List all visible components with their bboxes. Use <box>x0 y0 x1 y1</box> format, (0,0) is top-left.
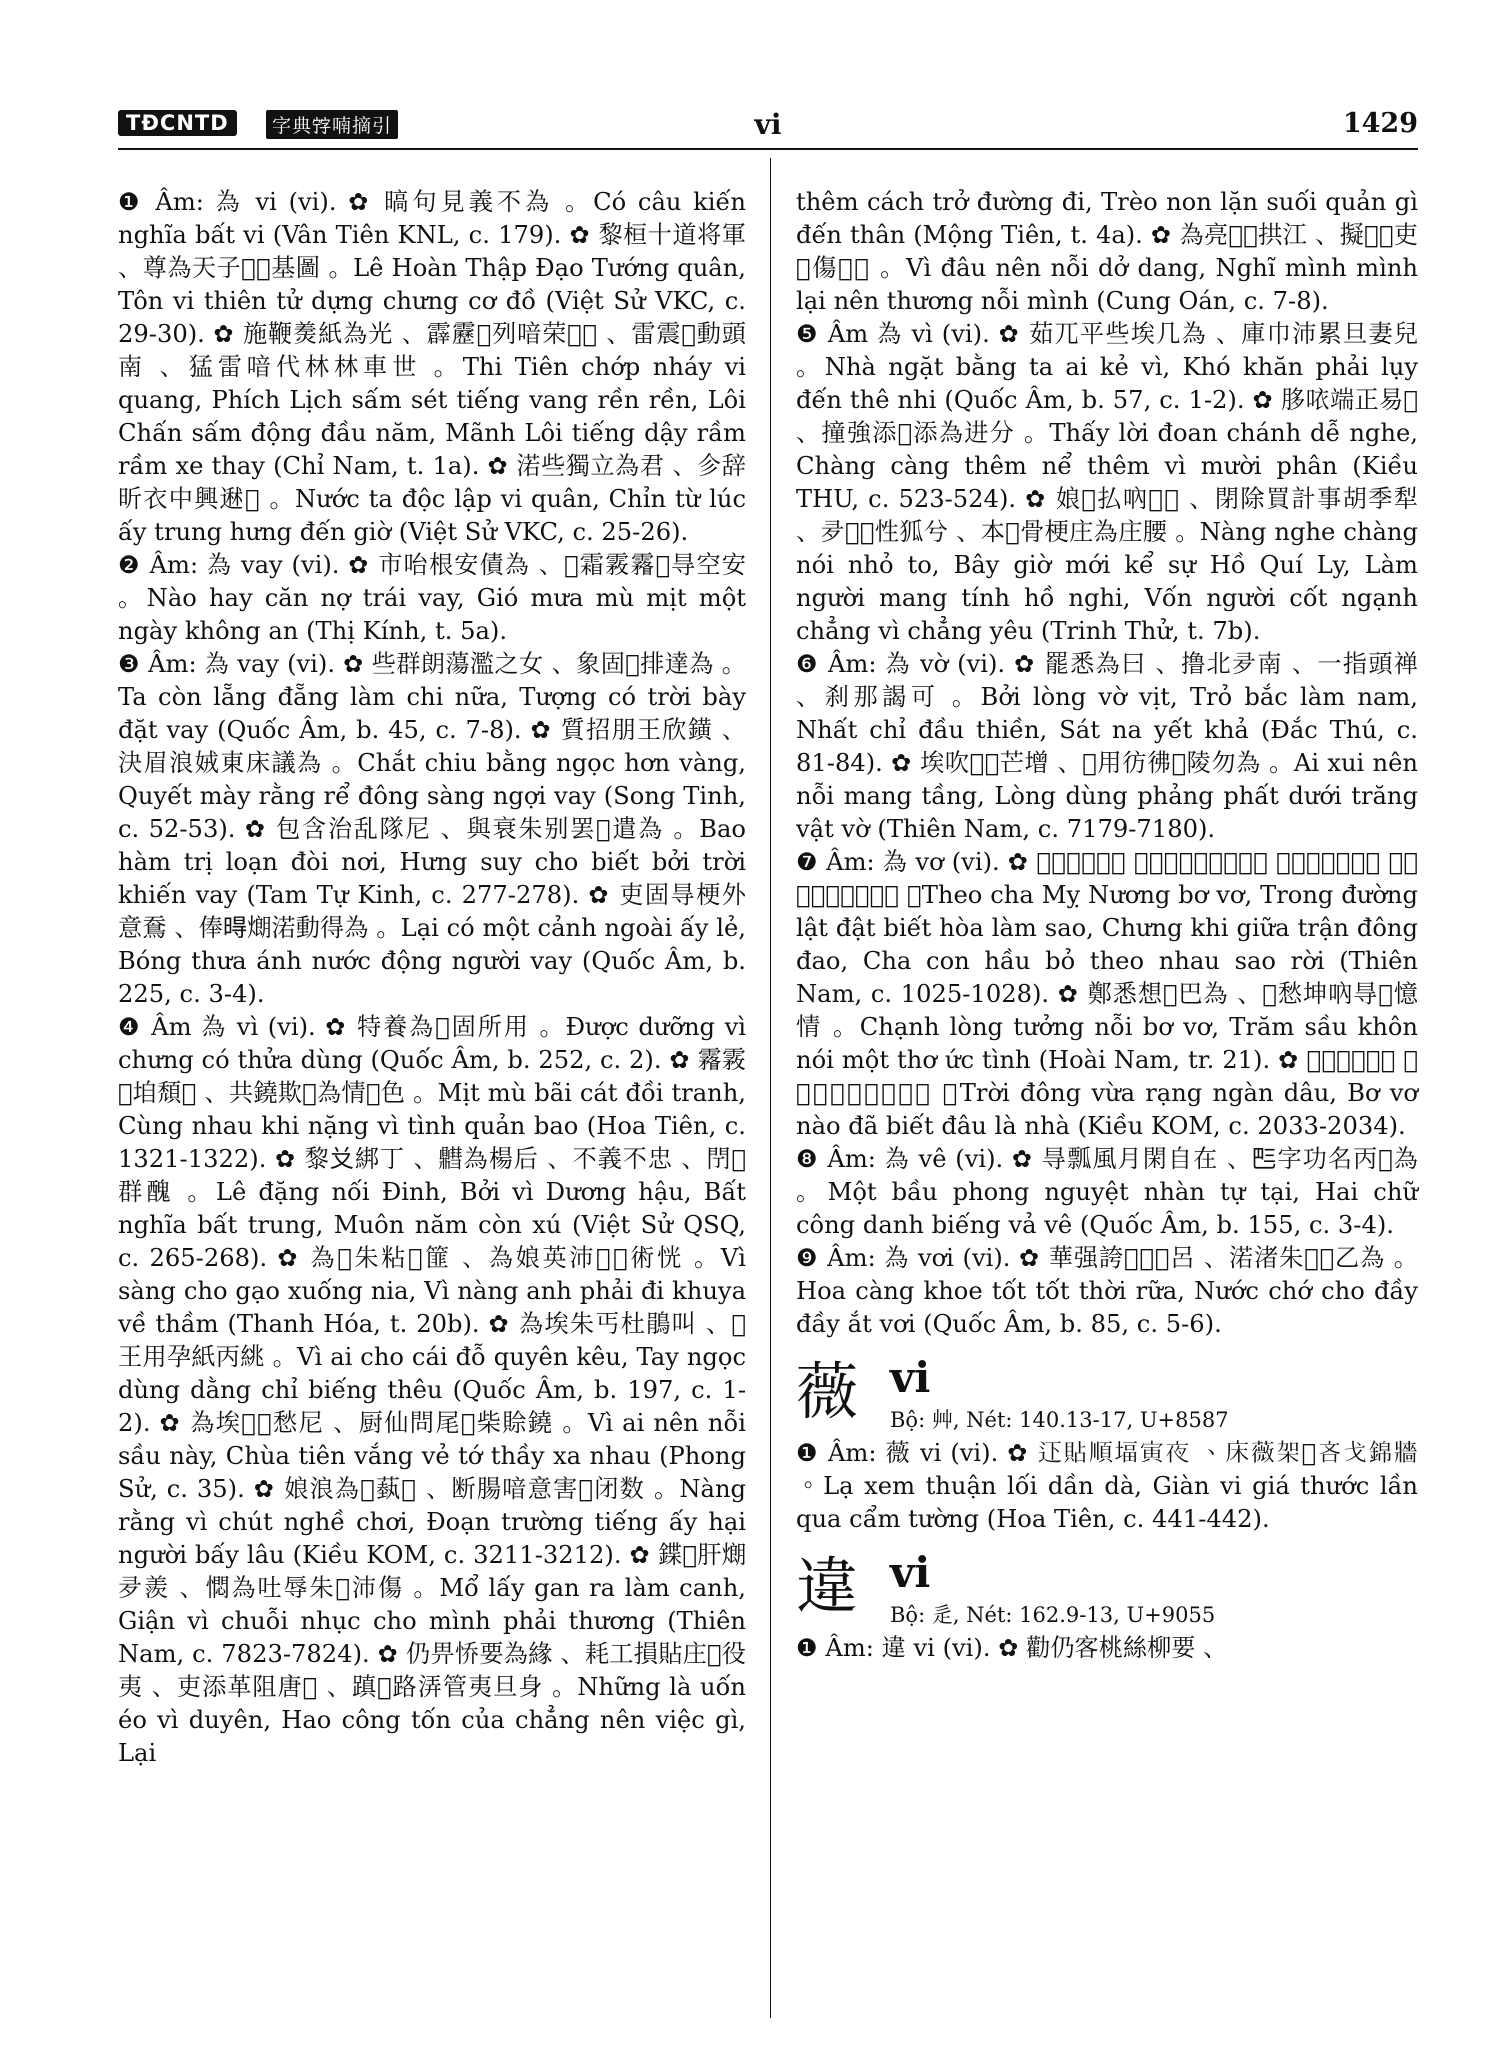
entry-paragraph: ❶ Âm: 為 vi (vi). ✿ 𣉞句見義不為 。Có câu kiến nghĩa bất vi (Vân Tiên KNL, c. 179). ✿ 黎桓十道将軍 、尊為天子𣦍𦋦基圖 。Lê Hoàn Thập Đạo Tướng quân, Tôn vi thiên tử dựng chưng cơ đồ (Việt Sử VKC, c. 29-30). ✿ 施鞭㷢紙為光 、霹靂𩄲列喑荣𣛠𣛠 、雷震𩄲動頭南 、猛雷喑代林林車世 。Thi Tiên chớp nháy vi quang, Phích Lịch sấm sét tiếng vang rền rền, Lôi Chấn sấm động đầu năm, Mãnh Lôi tiếng dậy rầm rầm xe thay (Chỉ Nam, t. 1a). ✿ 渃些獨立為君 、㐱辞昕衣中興䢤𣇞 。Nước ta độc lập vi quân, Chỉn từ lúc ấy trung hưng đến giờ (Việt Sử VKC, c. 25-26). <box>118 188 746 546</box>
column-divider <box>770 158 771 2018</box>
entry-paragraph: ❽ Âm: 為 vê (vi). ✿ 㝵瓢風月閑自在 、𠀧字功名丙𠴙為 。Một bầu phong nguyệt nhàn tự tại, Hai chữ công danh biếng vả vê (Quốc Âm, b. 155, c. 3-4). <box>796 1145 1418 1239</box>
running-head: vi <box>754 108 782 141</box>
entry-paragraph: ❺ Âm 為 vì (vi). ✿ 茹兀平些埃几為 、庫巾沛累旦妻兒 。Nhà ngặt bằng ta ai kẻ vì, Khó khăn phải lụy đến thê nhi (Quốc Âm, b. 57, c. 1-2). ✿ 䏧𠲖端正易𦖑 、撞強添𠇍添為进分 。Thấy lời đoan chánh dễ nghe, Chàng càng thêm nể thêm vì mười phân (Kiều THU, c. 523-524). ✿ 娘𦖑払吶𡮈𡚝 、閉除買計事胡季犁 、夛𠊛𢬴性狐兮 、本𠊛骨梗庄為庄腰 。Nàng nghe chàng nói nhỏ to, Bây giờ mới kể sự Hồ Quí Ly, Làm người mang tính hồ nghi, Vốn người cốt ngạnh chẳng vì chẳng yêu (Trinh Thử, t. 7b). <box>796 320 1418 645</box>
headword-reading: vi <box>890 1548 931 1597</box>
left-column <box>118 186 746 1770</box>
entry-paragraph: ❼ Âm: 為 vơ (vi). ✿ 𨀈吒媚娘𠰳為 、工唐𤀗撻别和夛牢 、蒸欺𨁪陣同刀 、吒昆俣補𨀈鐃牢移 。Theo cha Mỵ Nương bơ vơ, Trong đường lật đật biết hòa làm sao, Chưng khi giữa trận đông đao, Cha con hầu bỏ theo nhau sao rời (Thiên Nam, c. 1025-1028). ✿ 鄭悉想𣵰巴為 、𢝙愁坤吶㝵𠻃憶情 。Chạnh lòng tưởng nỗi bơ vơ, Trăm sầu khôn nói một thơ ức tình (Hoài Nam, tr. 21). ✿ 𡗶東皮𥻸岸桄 、巴為市𢀭别兜畀茄 。Trời đông vừa rạng ngàn dâu, Bơ vơ nào đã biết đâu là nhà (Kiều KOM, c. 2033-2034). <box>796 848 1418 1140</box>
right-column <box>796 186 1418 1665</box>
headword-block <box>796 1353 1418 1437</box>
page-header <box>118 108 1418 144</box>
headword-character: 違 <box>796 1550 859 1623</box>
entry-paragraph: ❻ Âm: 為 vờ (vi). ✿ 罷悉為曰 、撸北夛南 、一指頭禅 、刹那謁可 。Bởi lòng vờ vịt, Trỏ bắc làm nam, Nhất chỉ đầu thiền, Sát na yết khả (Đắc Thú, c. 81-84). ✿ 埃吹𣦍𢭸芒增 、𦎛用彷彿𨁫陵勿為 。Ai xui nên nỗi mang tầng, Lòng dùng phảng phất dưới trăng vật vờ (Thiên Nam, c. 7179-7180). <box>796 650 1418 843</box>
headword-radical-info: Bộ: 艸, Nét: 140.13-17, U+8587 <box>890 1408 1229 1432</box>
entry-paragraph: ❶ Âm: 違 vi (vi). ✿ 勸仍客桃絲柳要 、 <box>796 1634 1228 1662</box>
entry-paragraph: ❹ Âm 為 vì (vi). ✿ 特養為𤇊固所用 。Được dưỡng vì chưng có thửa dùng (Quốc Âm, b. 252, c. 2). ✿ 霿霚𡑖垍頹𦬑 、共鐃欺𥗐為情𠶓色 。Mịt mù bãi cát đồi tranh, Cùng nhau khi nặng vì tình quản bao (Hoa Tiên, c. 1321-1322). ✿ 黎𠬠綁丁 、䵻為楊后 、不義不忠 、閅𢀭群醜 。Lê đặng nối Đinh, Bởi vì Dương hậu, Bất nghĩa bất trung, Muôn năm còn xú (Việt Sử QSQ, c. 265-268). ✿ 為𤇮朱粘𠖾篚 、為娘英沛𡗐𢬺術恍 。Vì sàng cho gạo xuống nia, Vì nàng anh phải đi khuya về thầm (Thanh Hóa, t. 20b). ✿ 為埃朱丐杜鵑叫 、𢬣王用孕紙丙絩 。Vì ai cho cái đỗ quyên kêu, Tay ngọc dùng dằng chỉ biếng thêu (Quốc Âm, b. 197, c. 1-2). ✿ 為埃𣦍𣵰愁尼 、厨仙問尾𠊛柴賒鐃 。Vì ai nên nỗi sầu này, Chùa tiên vắng vẻ tớ thầy xa nhau (Phong Sử, c. 35). ✿ 娘浪為𡗐蓺𨔈 、断腸喑意害𠊛闭数 。Nàng rằng vì chút nghề chơi, Đoạn trường tiếng ấy hại người bấy lâu (Kiều KOM, c. 3211-3212). ✿ 鍱𣘃肝𤎜夛羨 、㦖為吐辱朱𠳨沛傷 。Mổ lấy gan ra làm canh, Giận vì chuỗi nhục cho mình phải thương (Thiên Nam, c. 7823-7824). ✿ 仍畀㤭要為緣 、耗工損貼庄𣦍役夷 、吏添革阻唐𢬺 、蹎𡛔路㳥管夷旦身 。Những là uốn éo vì duyên, Hao công tốn của chẳng nên việc gì, Lại <box>118 1013 746 1767</box>
entry-paragraph: ❾ Âm: 為 vơi (vi). ✿ 華强誇𡨌𡨌𣈘呂 、渃渚朱𠫾𠫾乙為 。Hoa càng khoe tốt tốt thời rữa, Nước chớ cho đầy đầy ắt vơi (Quốc Âm, b. 85, c. 5-6). <box>796 1244 1418 1338</box>
header-rule <box>118 148 1418 150</box>
dictionary-han-logo: 字典𡨸喃摘引 <box>266 110 398 139</box>
headword-block <box>796 1548 1418 1632</box>
entry-paragraph: ❸ Âm: 為 vay (vi). ✿ 些群朗蕩濫之女 、象固𡗶排達為 。Ta còn lẵng đẵng làm chi nữa, Tượng có trời bày đặt vay (Quốc Âm, b. 45, c. 7-8). ✿ 質招朋王欣鐄 、決眉浪娀東床議為 。Chắt chiu bằng ngọc hơn vàng, Quyết mày rằng rể đông sàng ngợi vay (Song Tinh, c. 52-53). ✿ 包含治乱隊尼 、與衰朱别罢𡗶遣為 。Bao hàm trị loạn đòi nơi, Hưng suy cho biết bởi trời khiến vay (Tam Tự Kinh, c. 277-278). ✿ 吏固㝵梗外意鴌 、俸𣈜𤎜渃動得為 。Lại có một cảnh ngoài ấy lẻ, Bóng thưa ánh nước động người vay (Quốc Âm, b. 225, c. 3-4). <box>118 650 746 1008</box>
headword-character: 薇 <box>796 1355 859 1428</box>
entry-paragraph: thêm cách trở đường đi, Trèo non lặn suối quản gì đến thân (Mộng Tiên, t. 4a). ✿ 為亮𣦍𣵰拱江 、擬𠳨𠳨吏𣦍傷𣵰𠳨 。Vì đâu nên nỗi dở dang, Nghĩ mình mình lại nên thương nỗi mình (Cung Oán, c. 7-8). <box>796 188 1418 315</box>
headword-radical-info: Bộ: 辵, Nét: 162.9-13, U+9055 <box>890 1603 1216 1627</box>
headword-reading: vi <box>890 1353 931 1402</box>
entry-paragraph: ❷ Âm: 為 vay (vi). ✿ 市咍根安債為 、𩙌霜霚霿𡗋㝵空安 。Nào hay căn nợ trái vay, Gió mưa mù mịt một ngày không an (Thị Kính, t. 5a). <box>118 551 746 645</box>
dictionary-logo: TĐCNTD <box>118 110 237 136</box>
page-number: 1429 <box>1342 108 1418 139</box>
entry-paragraph: ❶ Âm: 薇 vi (vi). ✿ 𨑜貼順堛寅夜 、床薇架𦬑吝戈錦牆 。Lạ xem thuận lối dần dà, Giàn vi giá thước lần qua cẩm tường (Hoa Tiên, c. 441-442). <box>796 1439 1418 1533</box>
